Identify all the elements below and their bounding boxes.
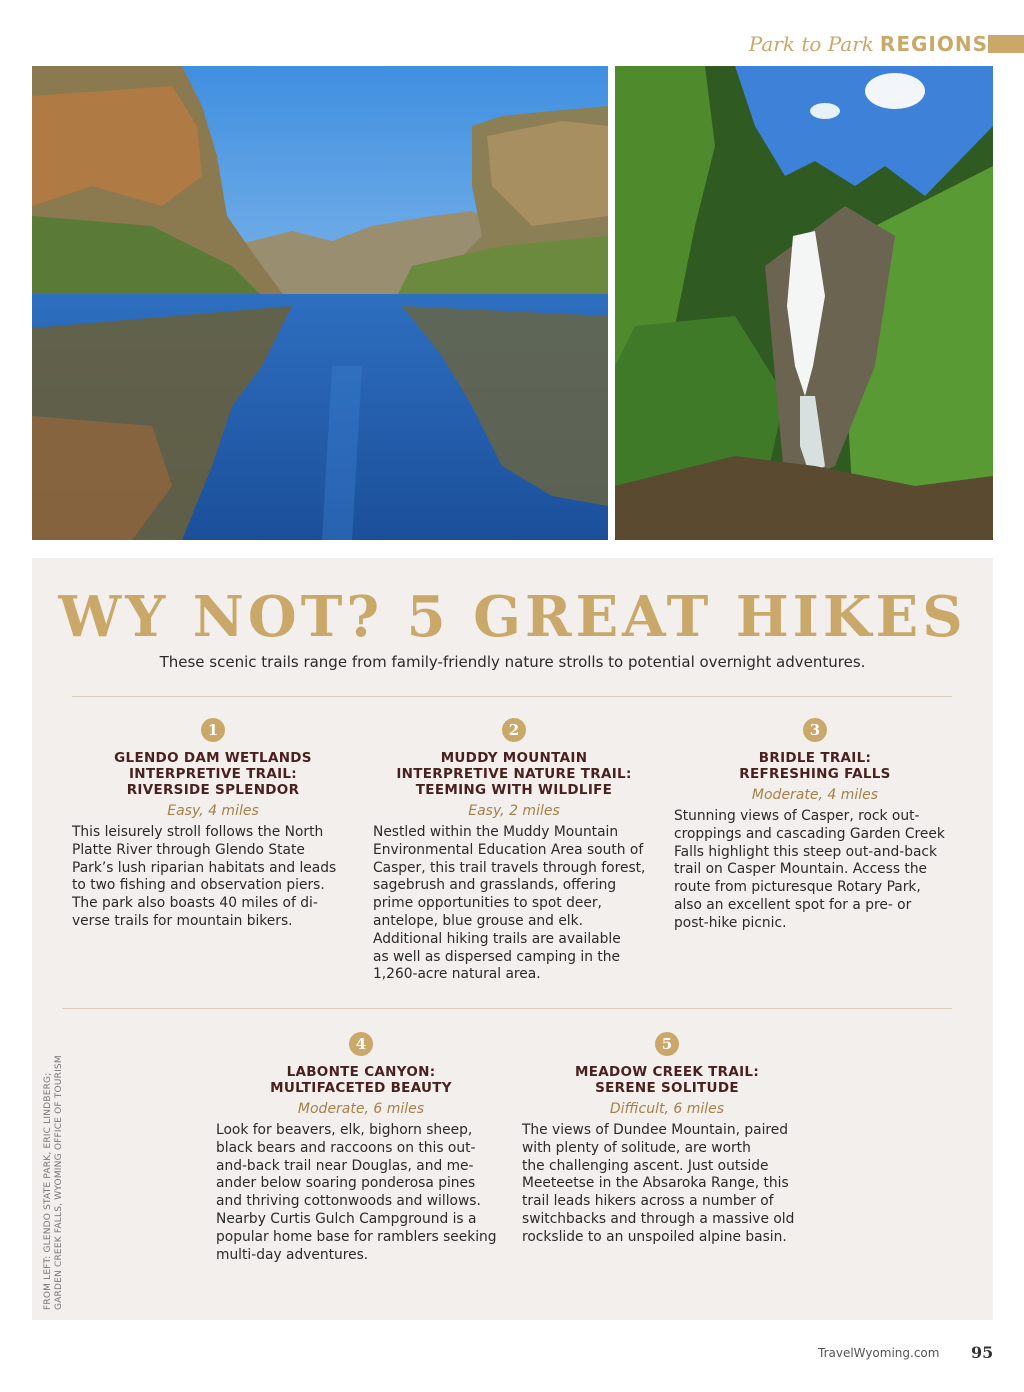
hike-description: Look for beavers, elk, bighorn sheep, black bears and raccoons on this out- and-back trail near Douglas, and me- ander below soaring ponderosa pines and thriving cottonwoods and willows. Nearby Curtis Gulch Campground is a popular home base for ramblers seeking multi-day adventures. xyxy=(216,1122,497,1263)
hike-3 xyxy=(674,718,956,933)
footer-url: TravelWyoming.com xyxy=(818,1346,940,1360)
hike-name: MUDDY MOUNTAIN INTERPRETIVE NATURE TRAIL: TEEMING WITH WILDLIFE xyxy=(396,750,632,798)
hike-description: This leisurely stroll follows the North Platte River through Glendo State Park’s lush riparian habitats and leads to two fishing and observation piers. The park also boasts 40 miles of di- verse trails for mountain bikers. xyxy=(72,824,337,929)
hike-description: Nestled within the Muddy Mountain Environmental Education Area south of Casper, this trail travels through forest, sagebrush and grasslands, offering prime opportunities to spot deer, antelope, blue grouse and elk. Additional hiking trails are available as well as dispersed camping in the 1,260-acre natural area. xyxy=(373,824,646,983)
hike-name: GLENDO DAM WETLANDS INTERPRETIVE TRAIL: RIVERSIDE SPLENDOR xyxy=(114,750,312,798)
article-title: WY NOT? 5 GREAT HIKES xyxy=(58,584,967,650)
canyon-reservoir-photo xyxy=(32,66,608,540)
article-subtitle: These scenic trails range from family-friendly nature strolls to potential overnight adventures. xyxy=(159,653,866,671)
hike-description: The views of Dundee Mountain, paired with plenty of solitude, are worth the challenging ascent. Just outside Meeteetse in the Absaroka Range, this trail leads hikers across a number of switchbacks and through a massive old rockslide to an unspoiled alpine basin. xyxy=(522,1122,795,1245)
hike-difficulty: Moderate, 6 miles xyxy=(297,1101,425,1117)
hike-name: MEADOW CREEK TRAIL: SERENE SOLITUDE xyxy=(574,1064,760,1096)
page-number: 95 xyxy=(971,1343,994,1362)
middle-divider xyxy=(62,1008,952,1009)
header-section-text: REGIONS xyxy=(879,32,988,56)
hike-name: BRIDLE TRAIL: REFRESHING FALLS xyxy=(739,750,891,782)
hike-name: LABONTE CANYON: MULTIFACETED BEAUTY xyxy=(270,1064,452,1096)
section-header xyxy=(749,30,988,58)
hike-difficulty: Difficult, 6 miles xyxy=(609,1101,725,1117)
hike-difficulty: Moderate, 4 miles xyxy=(751,787,879,803)
hike-number-badge: 5 xyxy=(655,1032,679,1056)
hike-number-badge: 1 xyxy=(201,718,225,742)
top-divider xyxy=(72,696,952,697)
hike-number-badge: 4 xyxy=(349,1032,373,1056)
header-accent-bar xyxy=(988,35,1024,53)
photo-credit: FROM LEFT: GLENDO STATE PARK, ERIC LINDBERG; GARDEN CREEK FALLS, WYOMING OFFICE OF TOURISM xyxy=(43,1055,64,1310)
hike-description: Stunning views of Casper, rock out- croppings and cascading Garden Creek Falls highlight this steep out-and-back trail on Casper Mountain. Access the route from picturesque Rotary Park, also an excellent spot for a pre- or post-hike picnic. xyxy=(674,808,945,931)
hike-difficulty: Easy, 2 miles xyxy=(468,803,560,819)
garden-creek-falls-photo xyxy=(615,66,993,540)
hikes-panel xyxy=(32,558,993,1320)
hike-5 xyxy=(522,1032,812,1247)
hike-4 xyxy=(216,1032,506,1264)
hike-2 xyxy=(373,718,655,984)
hike-number-badge: 2 xyxy=(502,718,526,742)
hike-difficulty: Easy, 4 miles xyxy=(167,803,259,819)
hike-1 xyxy=(72,718,354,931)
hike-number-badge: 3 xyxy=(803,718,827,742)
header-script-text: Park to Park xyxy=(748,32,874,56)
